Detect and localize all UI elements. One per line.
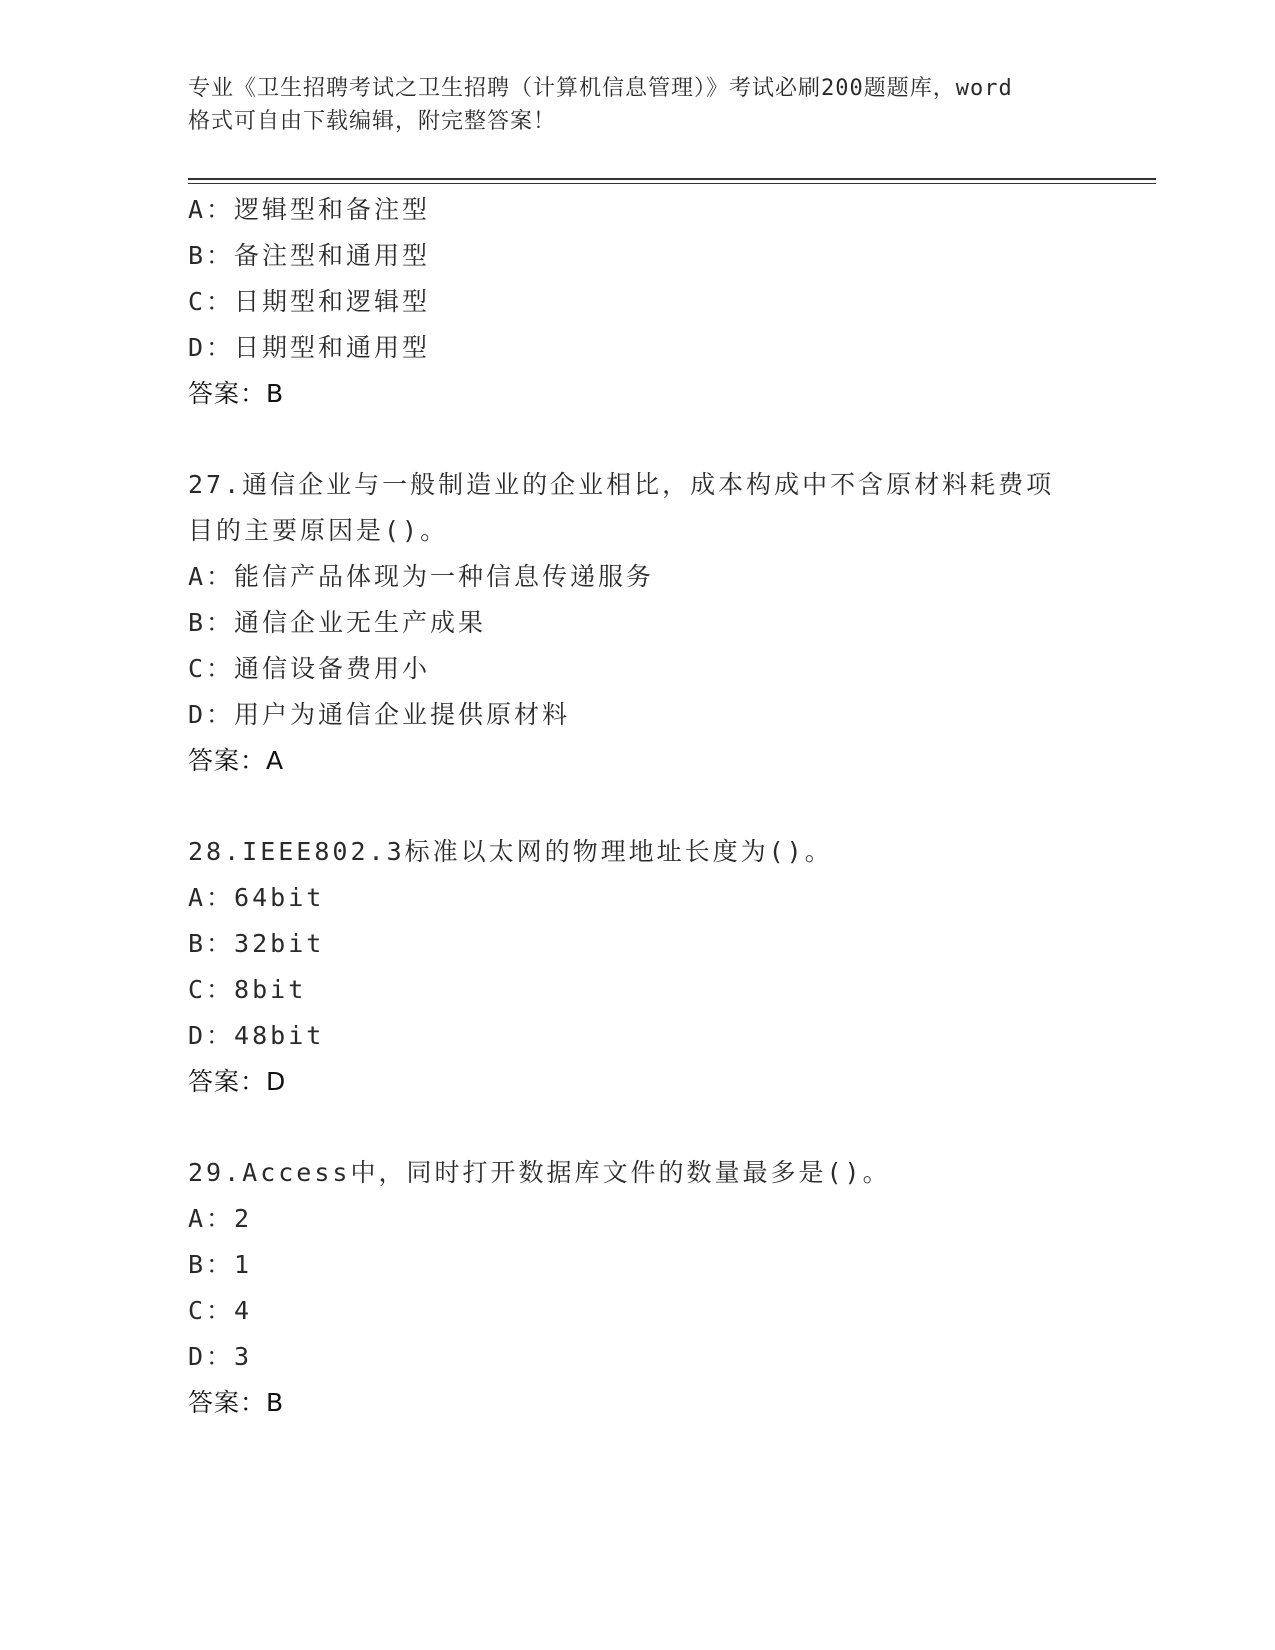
question-spacer <box>188 417 1088 462</box>
option-d: D：3 <box>188 1342 253 1371</box>
question-stem-line-1: 28.IEEE802.3标准以太网的物理地址长度为()。 <box>188 837 833 866</box>
option-b: B：1 <box>188 1250 253 1279</box>
question-26 <box>188 187 1088 417</box>
question-spacer <box>188 1105 1088 1150</box>
header-divider-thick <box>188 178 1156 180</box>
option-a: A：64bit <box>188 883 325 912</box>
option-c: C：4 <box>188 1296 253 1325</box>
option-c: C：8bit <box>188 975 307 1004</box>
option-c: C：日期型和逻辑型 <box>188 287 431 316</box>
option-d: D：日期型和通用型 <box>188 333 431 362</box>
header-divider-thin <box>188 183 1156 184</box>
question-stem-line-1: 29.Access中，同时打开数据库文件的数量最多是()。 <box>188 1158 891 1187</box>
option-a: A：逻辑型和备注型 <box>188 195 431 224</box>
question-29 <box>188 1150 1088 1426</box>
question-stem-line-2: 目的主要原因是()。 <box>188 516 449 545</box>
option-d: D：48bit <box>188 1021 325 1050</box>
question-list <box>188 187 1088 1426</box>
question-28 <box>188 829 1088 1105</box>
option-b: B：通信企业无生产成果 <box>188 608 487 637</box>
option-b: B：32bit <box>188 929 325 958</box>
document-header <box>188 72 1088 138</box>
option-a: A：能信产品体现为一种信息传递服务 <box>188 562 655 591</box>
answer-line: 答案：B <box>188 379 285 408</box>
answer-line: 答案：D <box>188 1067 287 1096</box>
option-d: D：用户为通信企业提供原材料 <box>188 700 571 729</box>
question-spacer <box>188 784 1088 829</box>
answer-line: 答案：B <box>188 1388 285 1417</box>
header-line-2: 格式可自由下载编辑，附完整答案！ <box>188 109 557 134</box>
option-a: A：2 <box>188 1204 253 1233</box>
option-c: C：通信设备费用小 <box>188 654 431 683</box>
option-b: B：备注型和通用型 <box>188 241 431 270</box>
question-stem-line-1: 27.通信企业与一般制造业的企业相比，成本构成中不含原材料耗费项 <box>188 470 1055 499</box>
header-line-1: 专业《卫生招聘考试之卫生招聘（计算机信息管理）》考试必刷200题题库，word <box>188 76 1013 101</box>
question-27 <box>188 462 1088 784</box>
answer-line: 答案：A <box>188 746 285 775</box>
